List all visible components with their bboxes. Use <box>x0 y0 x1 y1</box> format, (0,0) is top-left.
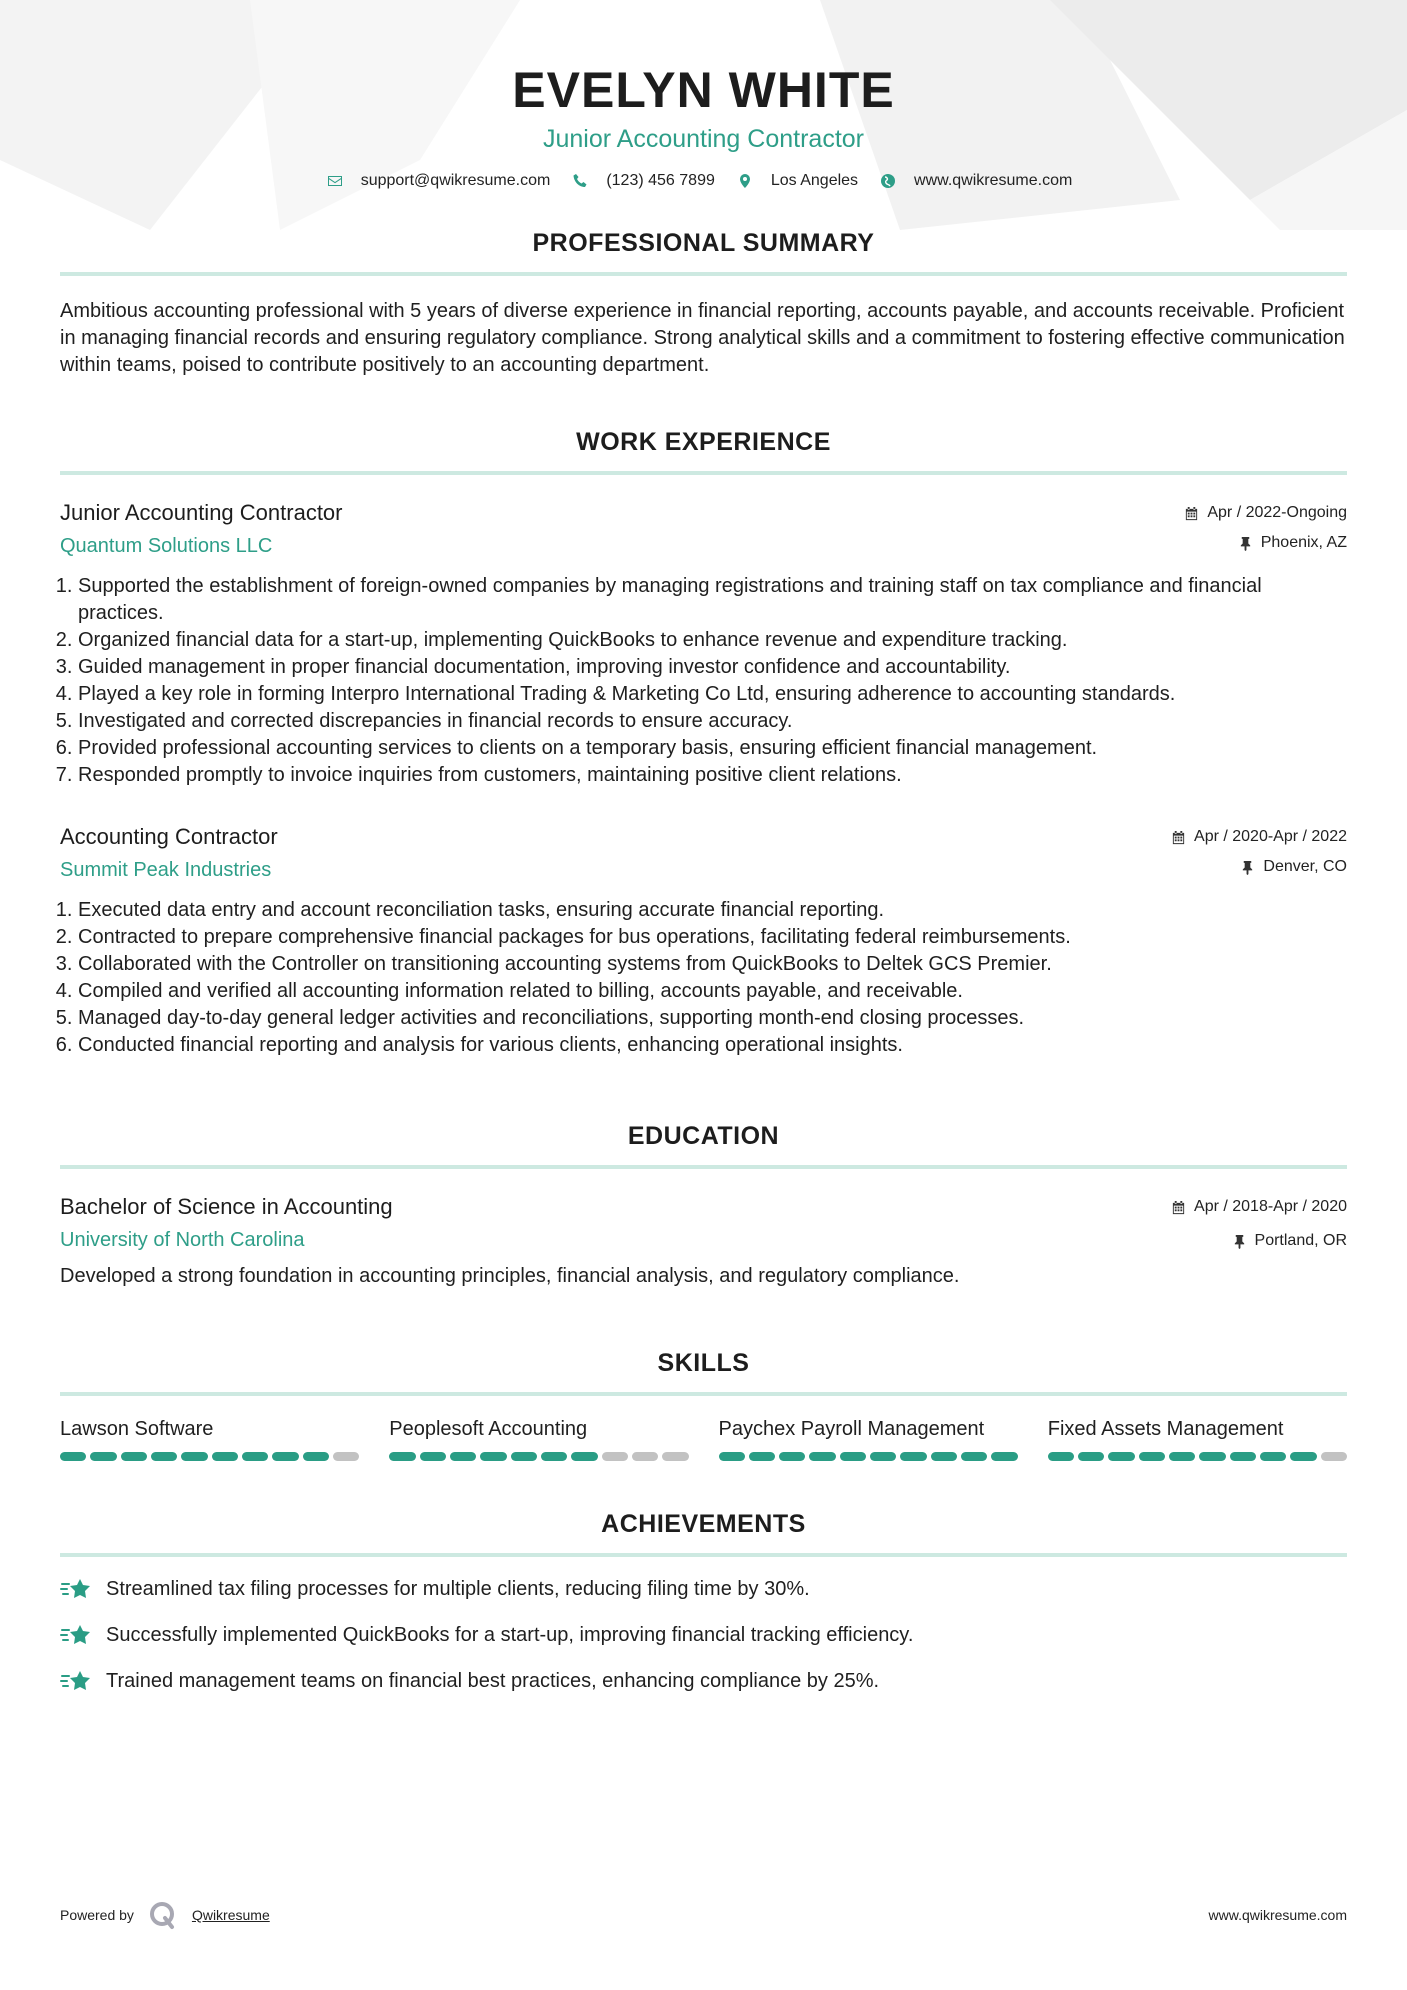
bullet-item: 4. Played a key role in forming Interpro International Trading & Marketing Co Ltd, ensuring adherence to accounting standards. <box>78 681 1347 708</box>
skill-segment-filled <box>541 1452 567 1461</box>
skill-segment-filled <box>900 1452 926 1461</box>
achievements-list <box>60 1575 1347 1695</box>
qwikresume-logo-icon <box>148 1900 178 1930</box>
skill-name: Fixed Assets Management <box>1047 1418 1284 1440</box>
globe-icon <box>880 173 896 189</box>
contact-location <box>737 172 858 190</box>
shooting-star-icon <box>60 1575 94 1603</box>
phone-text: (123) 456 7899 <box>606 172 715 189</box>
skill-segment-filled <box>571 1452 597 1461</box>
bullet-item: 7. Responded promptly to invoice inquiries from customers, maintaining positive client relations. <box>78 762 1347 789</box>
skill-segment-filled <box>870 1452 896 1461</box>
location-text: Los Angeles <box>770 172 859 189</box>
skill-segment-filled <box>1169 1452 1195 1461</box>
skill-item <box>389 1416 688 1461</box>
job-dates: Apr / 2022-Ongoing <box>1207 504 1347 521</box>
skill-segment-filled <box>60 1452 86 1461</box>
education-description: Developed a strong foundation in accounting principles, financial analysis, and regulatory compliance. <box>60 1265 960 1287</box>
skill-segment-filled <box>1108 1452 1134 1461</box>
summary-section <box>60 228 1347 379</box>
skill-level-bar <box>719 1452 1018 1461</box>
skill-item <box>60 1416 359 1461</box>
contact-phone[interactable] <box>572 172 715 190</box>
section-heading: EDUCATION <box>627 1122 780 1150</box>
section-divider <box>60 272 1347 276</box>
calendar-icon <box>1171 830 1186 845</box>
achievement-item <box>60 1575 1347 1603</box>
skill-segment-filled <box>991 1452 1017 1461</box>
bullet-item: 3. Collaborated with the Controller on transitioning accounting systems from QuickBooks to Deltek GCS Premier. <box>78 951 1347 978</box>
skill-segment-empty <box>1321 1452 1347 1461</box>
skill-segment-filled <box>961 1452 987 1461</box>
section-heading: PROFESSIONAL SUMMARY <box>532 229 875 257</box>
section-heading: WORK EXPERIENCE <box>576 428 831 456</box>
bullet-item: 1. Executed data entry and account reconciliation tasks, ensuring accurate financial reporting. <box>78 897 1347 924</box>
section-heading: ACHIEVEMENTS <box>601 1510 806 1538</box>
summary-text: Ambitious accounting professional with 5 years of diverse experience in financial reporting, accounts payable, and accounts receivable. Proficient in managing financial records and ensuring regulatory compliance. Strong analytical skills and a commitment to fostering effective communication within teams, poised to contribute positively to an accounting department. <box>60 300 1345 376</box>
shooting-star-icon <box>60 1667 94 1695</box>
section-divider <box>60 1165 1347 1169</box>
skill-item <box>1048 1416 1347 1461</box>
education-entry <box>60 1193 1347 1290</box>
pushpin-icon <box>1232 1234 1247 1249</box>
skill-segment-filled <box>242 1452 268 1461</box>
section-divider <box>60 1392 1347 1396</box>
job-company: Summit Peak Industries <box>60 859 272 881</box>
experience-section <box>60 427 1347 1059</box>
contact-website[interactable] <box>880 172 1072 190</box>
skill-segment-filled <box>1199 1452 1225 1461</box>
page-footer <box>60 1900 1347 1930</box>
skill-segment-empty <box>602 1452 628 1461</box>
website-text: www.qwikresume.com <box>914 172 1073 189</box>
skill-segment-filled <box>1260 1452 1286 1461</box>
job-bullets <box>60 573 1347 789</box>
achievement-text: Streamlined tax filing processes for multiple clients, reducing filing time by 30%. <box>106 1577 810 1600</box>
skill-segment-filled <box>749 1452 775 1461</box>
achievement-text: Trained management teams on financial best practices, enhancing compliance by 25%. <box>106 1669 880 1692</box>
skill-segment-filled <box>1290 1452 1316 1461</box>
degree: Bachelor of Science in Accounting <box>60 1194 393 1219</box>
skill-segment-filled <box>121 1452 147 1461</box>
bullet-item: 2. Contracted to prepare comprehensive financial packages for bus operations, facilitating federal reimbursements. <box>78 924 1347 951</box>
skill-level-bar <box>60 1452 359 1461</box>
skill-name: Lawson Software <box>60 1418 214 1440</box>
achievement-item <box>60 1621 1347 1649</box>
skill-segment-filled <box>779 1452 805 1461</box>
job-entry <box>60 499 1347 789</box>
skills-section <box>60 1348 1347 1461</box>
job-bullets <box>60 897 1347 1059</box>
school: University of North Carolina <box>60 1229 305 1251</box>
bullet-item: 4. Compiled and verified all accounting information related to billing, accounts payable, and receivable. <box>78 978 1347 1005</box>
bullet-item: 2. Organized financial data for a start-up, implementing QuickBooks to enhance revenue and expenditure tracking. <box>78 627 1347 654</box>
education-dates: Apr / 2018-Apr / 2020 <box>1194 1198 1347 1215</box>
phone-icon <box>572 173 588 189</box>
contact-email[interactable] <box>327 172 551 190</box>
job-company: Quantum Solutions LLC <box>60 535 273 557</box>
skill-segment-filled <box>1139 1452 1165 1461</box>
bullet-item: 5. Investigated and corrected discrepancies in financial records to ensure accuracy. <box>78 708 1347 735</box>
skill-segment-filled <box>1230 1452 1256 1461</box>
skill-segment-filled <box>151 1452 177 1461</box>
skill-segment-filled <box>931 1452 957 1461</box>
candidate-name: EVELYN WHITE <box>512 62 895 118</box>
education-location: Portland, OR <box>1254 1232 1347 1249</box>
job-location: Phoenix, AZ <box>1260 534 1347 551</box>
section-divider <box>60 1553 1347 1557</box>
education-section <box>60 1121 1347 1290</box>
skill-name: Peoplesoft Accounting <box>389 1418 588 1440</box>
skill-segment-empty <box>632 1452 658 1461</box>
powered-by-label: Powered by <box>60 1907 134 1923</box>
achievement-text: Successfully implemented QuickBooks for a start-up, improving financial tracking efficiency. <box>106 1623 914 1646</box>
skill-level-bar <box>389 1452 688 1461</box>
skill-name: Paychex Payroll Management <box>718 1418 985 1440</box>
skill-segment-filled <box>511 1452 537 1461</box>
shooting-star-icon <box>60 1621 94 1649</box>
footer-website[interactable]: www.qwikresume.com <box>1208 1907 1347 1923</box>
skill-segment-filled <box>809 1452 835 1461</box>
section-heading: SKILLS <box>657 1349 750 1377</box>
skill-segment-filled <box>389 1452 415 1461</box>
achievement-item <box>60 1667 1347 1695</box>
job-location: Denver, CO <box>1263 858 1347 875</box>
bullet-item: 5. Managed day-to-day general ledger activities and reconciliations, supporting month-end closing processes. <box>78 1005 1347 1032</box>
job-role: Accounting Contractor <box>60 824 278 849</box>
skill-level-bar <box>1048 1452 1347 1461</box>
skill-segment-filled <box>1078 1452 1104 1461</box>
skills-list <box>60 1416 1347 1461</box>
pushpin-icon <box>1240 860 1255 875</box>
skill-segment-empty <box>333 1452 359 1461</box>
candidate-title: Junior Accounting Contractor <box>542 125 864 153</box>
bullet-item: 6. Provided professional accounting services to clients on a temporary basis, ensuring efficient financial management. <box>78 735 1347 762</box>
calendar-icon <box>1184 506 1199 521</box>
email-text: support@qwikresume.com <box>360 172 551 189</box>
envelope-icon <box>327 173 343 189</box>
skill-segment-filled <box>90 1452 116 1461</box>
job-role: Junior Accounting Contractor <box>60 500 343 525</box>
bullet-item: 6. Conducted financial reporting and analysis for various clients, enhancing operational insights. <box>78 1032 1347 1059</box>
calendar-icon <box>1171 1200 1186 1215</box>
contact-row <box>60 172 1347 190</box>
pushpin-icon <box>1238 536 1253 551</box>
powered-by <box>60 1900 270 1930</box>
skill-segment-filled <box>719 1452 745 1461</box>
map-pin-icon <box>737 173 753 189</box>
job-dates: Apr / 2020-Apr / 2022 <box>1194 828 1347 845</box>
bullet-item: 1. Supported the establishment of foreign-owned companies by managing registrations and training staff on tax compliance and financial practices. <box>78 573 1347 627</box>
skill-segment-filled <box>212 1452 238 1461</box>
achievements-section <box>60 1509 1347 1695</box>
skill-segment-filled <box>840 1452 866 1461</box>
skill-segment-empty <box>662 1452 688 1461</box>
resume-header <box>60 0 1347 190</box>
section-divider <box>60 471 1347 475</box>
skill-segment-filled <box>420 1452 446 1461</box>
skill-segment-filled <box>181 1452 207 1461</box>
skill-item <box>719 1416 1018 1461</box>
skill-segment-filled <box>303 1452 329 1461</box>
skill-segment-filled <box>450 1452 476 1461</box>
skill-segment-filled <box>480 1452 506 1461</box>
bullet-item: 3. Guided management in proper financial documentation, improving investor confidence and accountability. <box>78 654 1347 681</box>
skill-segment-filled <box>272 1452 298 1461</box>
skill-segment-filled <box>1048 1452 1074 1461</box>
qwikresume-link[interactable]: Qwikresume <box>191 1907 270 1923</box>
job-entry <box>60 823 1347 1059</box>
